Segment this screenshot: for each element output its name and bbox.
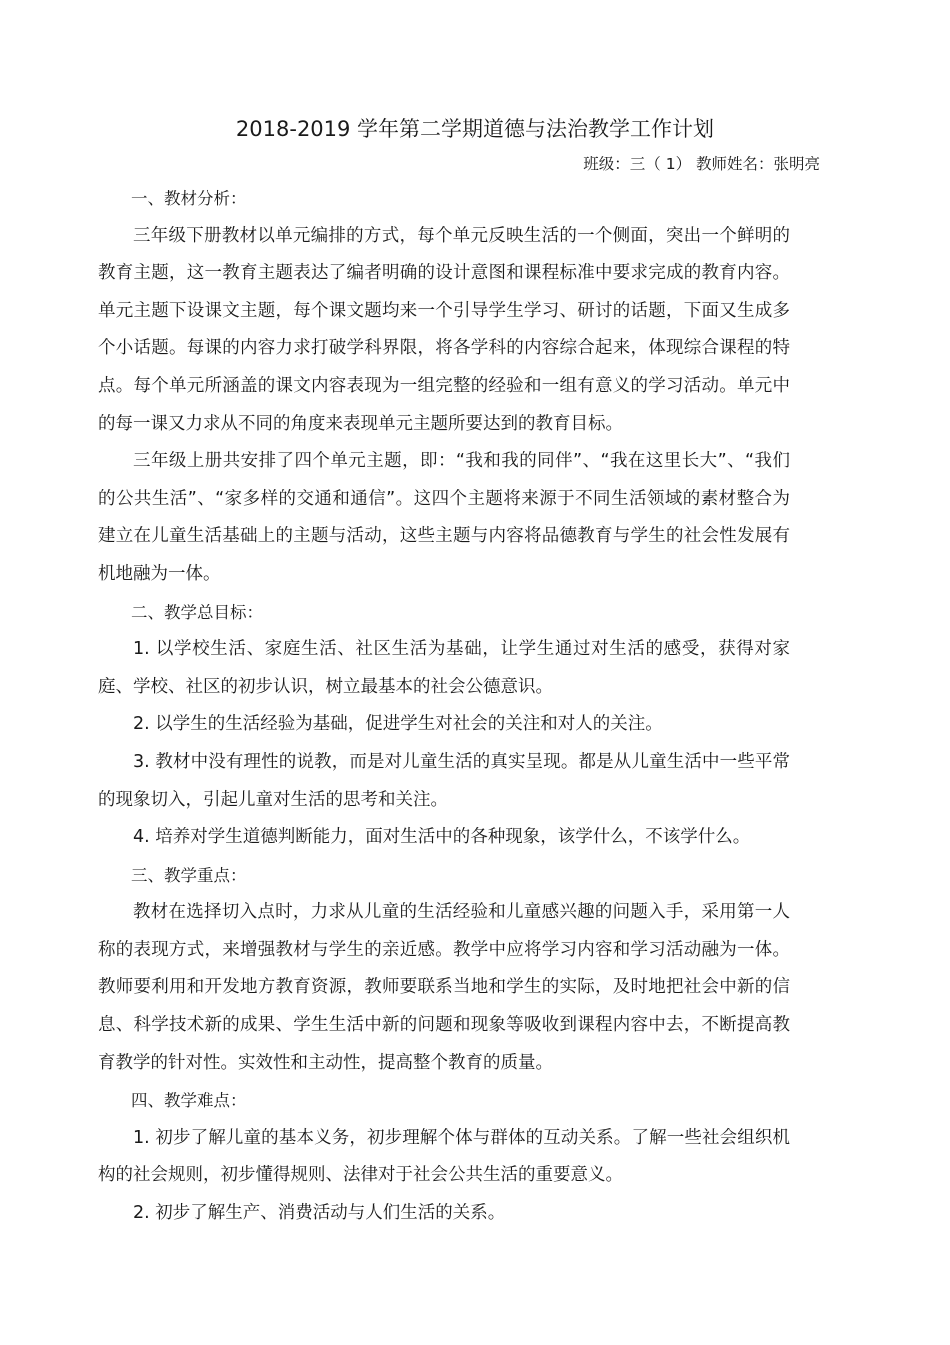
list-item: 3. 教材中没有理性的说教，而是对儿童生活的真实呈现。都是从儿童生活中一些平常的现象切入，引起儿童对生活的思考和关注。: [98, 751, 790, 810]
paragraph: 三年级下册教材以单元编排的方式，每个单元反映生活的一个侧面，突出一个鲜明的教育主题，这一教育主题表达了编者明确的设计意图和课程标准中要求完成的教育内容。单元主题下设课文主题，每个课文题均来一个引导学生学习、研讨的话题，下面又生成多个小话题。每课的内容力求打破学科界限，将各学科的内容综合起来，体现综合课程的特点。每个单元所涵盖的课文内容表现为一组完整的经验和一组有意义的学习活动。单元中的每一课又力求从不同的角度来表现单元主题所要达到的教育目标。: [98, 225, 790, 434]
paragraph: 教材在选择切入点时，力求从儿童的生活经验和儿童感兴趣的问题入手，采用第一人称的表现方式，来增强教材与学生的亲近感。教学中应将学习内容和学习活动融为一体。教师要利用和开发地方教育资源，教师要联系当地和学生的实际，及时地把社会中新的信息、科学技术新的成果、学生生活中新的问题和现象等吸收到课程内容中去，不断提高教育教学的针对性。实效性和主动性，提高整个教育的质量。: [98, 902, 790, 1073]
list-item: 1. 初步了解儿童的基本义务，初步理解个体与群体的互动关系。了解一些社会组织机构的社会规则，初步懂得规则、法律对于社会公共生活的重要意义。: [98, 1127, 790, 1186]
section-heading-key-points: 三、教学重点：: [131, 865, 247, 885]
section-heading-textbook-analysis: 一、教材分析：: [131, 189, 247, 208]
document-body: [98, 180, 790, 1233]
list-item: 2. 以学生的生活经验为基础，促进学生对社会的关注和对人的关注。: [133, 714, 663, 735]
list-item: 4. 培养对学生道德判断能力，面对生活中的各种现象，该学什么，不该学什么。: [133, 827, 751, 848]
section-heading-difficulties: 四、教学难点：: [131, 1091, 247, 1111]
paragraph: 三年级上册共安排了四个单元主题，即：“我和我的同伴”、“我在这里长大”、“我们的公共生活”、“家多样的交通和通信”。这四个主题将来源于不同生活领域的素材整合为建立在儿童生活基础上的主题与活动，这些主题与内容将品德教育与学生的社会性发展有机地融为一体。: [98, 451, 790, 584]
list-item: 2. 初步了解生产、消费活动与人们生活的关系。: [133, 1203, 506, 1224]
section-heading-teaching-goals: 二、教学总目标：: [131, 602, 263, 622]
list-item: 1. 以学校生活、家庭生活、社区生活为基础，让学生通过对生活的感受，获得对家庭、学校、社区的初步认识，树立最基本的社会公德意识。: [98, 639, 790, 697]
document-title: 2018-2019 学年第二学期道德与法治教学工作计划: [235, 117, 715, 141]
class-teacher-info: 班级：三（ 1） 教师姓名：张明亮: [583, 155, 820, 173]
